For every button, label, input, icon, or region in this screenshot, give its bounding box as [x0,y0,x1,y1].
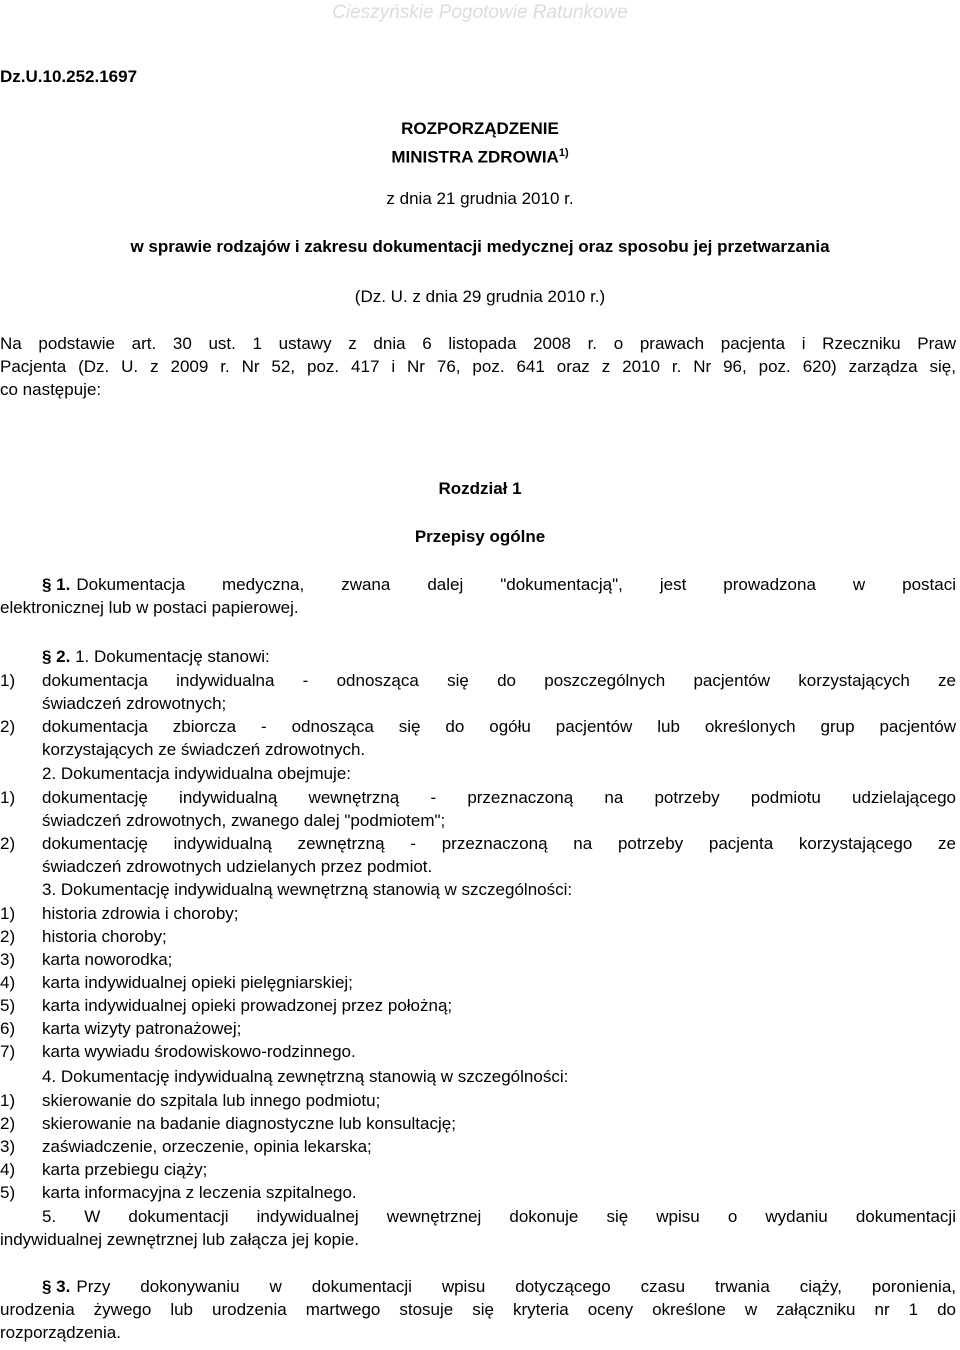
section-text: elektronicznej lub w postaci papierowej. [0,598,299,617]
section-text: rozporządzenia. [0,1323,121,1342]
item-text: dokumentacja zbiorcza - odnosząca się do ogółu pacjentów lub określonych grup pacjentów [42,717,956,736]
item-number: 5) [0,1183,16,1202]
chapter-label: Rozdział 1 [438,479,522,498]
section-3 [42,1276,956,1298]
paragraph-text: 5. W dokumentacji indywidualnej wewnętrznej dokonuje się wpisu o wydaniu dokumentacji [42,1207,956,1226]
section-text: urodzenia żywego lub urodzenia martwego stosuje się kryteria oceny określone w załączniku nr 1 do [0,1300,956,1319]
item-number: 6) [0,1019,16,1038]
regulation-date: z dnia 21 grudnia 2010 r. [386,189,574,208]
item-number: 7) [0,1042,16,1061]
item-number: 1) [0,671,16,690]
item-text: korzystających ze świadczeń zdrowotnych. [42,740,366,759]
section-mark: § 3. [42,1277,71,1296]
paragraph-intro: 2. Dokumentacja indywidualna obejmuje: [42,764,352,783]
section-mark: § 1. [42,575,71,594]
section-1 [42,574,956,596]
paragraph-intro: 1. Dokumentację stanowi: [75,647,270,666]
item-text: karta informacyjna z leczenia szpitalnego. [42,1183,357,1202]
item-number: 3) [0,1137,16,1156]
paragraph-intro: 3. Dokumentację indywidualną wewnętrzną stanowią w szczególności: [42,880,573,899]
item-number: 5) [0,996,16,1015]
item-text: dokumentacja indywidualna - odnosząca się do poszczególnych pacjentów korzystających ze [42,671,956,690]
item-number: 3) [0,950,16,969]
item-text: skierowanie do szpitala lub innego podmiotu; [42,1091,381,1110]
item-number: 2) [0,717,16,736]
section-text: Przy dokonywaniu w dokumentacji wpisu dotyczącego czasu trwania ciąży, poronienia, [76,1277,956,1296]
section-2-intro [42,646,270,668]
preamble-line: co następuje: [0,380,102,399]
paragraph-text: indywidualnej zewnętrznej lub załącza jej kopie. [0,1230,360,1249]
chapter-title: Przepisy ogólne [414,527,546,546]
watermark: Cieszyńskie Pogotowie Ratunkowe [332,2,628,23]
item-text: historia zdrowia i choroby; [42,904,239,923]
item-text: karta noworodka; [42,950,173,969]
item-text: karta wizyty patronażowej; [42,1019,242,1038]
section-mark: § 2. [42,647,71,666]
item-number: 2) [0,927,16,946]
footnote-mark: 1) [558,147,569,159]
item-number: 4) [0,973,16,992]
item-number: 1) [0,1091,16,1110]
item-text: karta indywidualnej opieki prowadzonej przez położną; [42,996,453,1015]
item-number: 1) [0,788,16,807]
item-text: świadczeń zdrowotnych, zwanego dalej "podmiotem"; [42,811,446,830]
item-text: karta indywidualnej opieki pielęgniarskiej; [42,973,353,992]
issuer-title [0,142,960,169]
regulation-title: ROZPORZĄDZENIE [401,119,559,138]
regulation-subject: w sprawie rodzajów i zakresu dokumentacji medycznej oraz sposobu jej przetwarzania [130,237,830,256]
item-text: karta wywiadu środowiskowo-rodzinnego. [42,1042,356,1061]
item-text: historia choroby; [42,927,167,946]
item-text: świadczeń zdrowotnych udzielanych przez podmiot. [42,857,433,876]
item-number: 2) [0,834,16,853]
preamble-line: Pacjenta (Dz. U. z 2009 r. Nr 52, poz. 417 i Nr 76, poz. 641 oraz z 2010 r. Nr 96, poz. 620) zarządza się, [0,357,956,376]
item-number: 2) [0,1114,16,1133]
item-number: 4) [0,1160,16,1179]
issuer-name: MINISTRA ZDROWIA [391,147,559,167]
item-text: karta przebiegu ciąży; [42,1160,208,1179]
item-text: skierowanie na badanie diagnostyczne lub konsultację; [42,1114,456,1133]
preamble-line: Na podstawie art. 30 ust. 1 ustawy z dnia 6 listopada 2008 r. o prawach pacjenta i Rzeczniku Praw [0,334,956,353]
item-text: dokumentację indywidualną zewnętrzną - przeznaczoną na potrzeby pacjenta korzystającego ze [42,834,956,853]
section-text: Dokumentacja medyczna, zwana dalej "dokumentacją", jest prowadzona w postaci [76,575,956,594]
item-text: zaświadczenie, orzeczenie, opinia lekarska; [42,1137,372,1156]
publication-reference: (Dz. U. z dnia 29 grudnia 2010 r.) [354,287,606,306]
item-text: dokumentację indywidualną wewnętrzną - przeznaczoną na potrzeby podmiotu udzielającego [42,788,956,807]
paragraph-intro: 4. Dokumentację indywidualną zewnętrzną stanowią w szczególności: [42,1067,569,1086]
journal-reference: Dz.U.10.252.1697 [0,67,138,86]
item-text: świadczeń zdrowotnych; [42,694,227,713]
item-number: 1) [0,904,16,923]
